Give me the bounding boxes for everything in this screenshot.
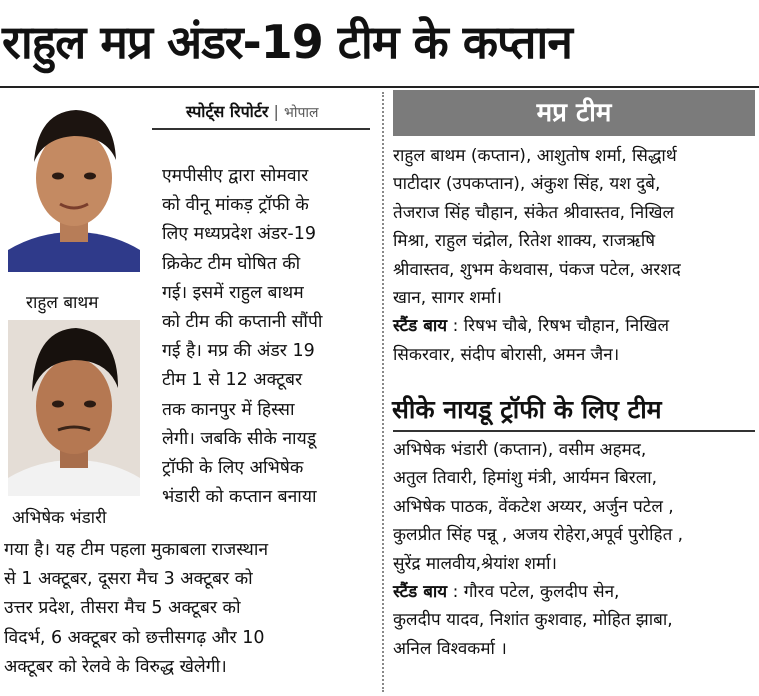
- portrait-image: [8, 100, 140, 272]
- team-line: पाटीदार (उपकप्तान), अंकुश सिंह, यश दुबे,: [393, 174, 661, 195]
- story-line: अक्टूबर को रेलवे के विरुद्ध खेलेगी।: [4, 656, 227, 677]
- portrait-image: [8, 320, 140, 496]
- ck-team-title: सीके नायडू ट्रॉफी के लिए टीम: [392, 395, 662, 424]
- story-line: से 1 अक्टूबर, दूसरा मैच 3 अक्टूबर को: [4, 569, 253, 590]
- story-wide-column: [4, 536, 370, 682]
- story-line: लिए मध्यप्रदेश अंडर-19: [162, 224, 317, 245]
- team-line: : गौरव पटेल, कुलदीप सेन,: [452, 582, 620, 603]
- team-line: मिश्रा, राहुल चंद्रोल, रितेश शाक्य, राजऋषि: [393, 231, 656, 252]
- team-line: कुलदीप यादव, निशांत कुशवाह, मोहित झाबा,: [393, 610, 673, 631]
- headline: राहुल मप्र अंडर-19 टीम के कप्तान: [2, 15, 572, 69]
- story-line: गई। इसमें राहुल बाथम: [162, 282, 304, 303]
- mp-team-list: [393, 142, 759, 369]
- ck-team-list: [393, 436, 759, 663]
- team-line: अनिल विश्वकर्मा ।: [393, 638, 507, 659]
- story-line: विदर्भ, 6 अक्टूबर को छत्तीसगढ़ और 10: [4, 627, 265, 648]
- team-line: सिकरवार, संदीप बोरासी, अमन जैन।: [393, 344, 620, 365]
- section-rule: [393, 430, 755, 432]
- story-line: को वीनू मांकड़ ट्रॉफी के: [162, 195, 309, 216]
- story-line: क्रिकेट टीम घोषित की: [162, 253, 301, 274]
- dateline-city: भोपाल: [284, 105, 319, 121]
- team-line: अभिषेक पाठक, वेंकटेश अय्यर, अर्जुन पटेल ,: [393, 496, 674, 517]
- byline-rule: [152, 128, 370, 130]
- story-narrow-column: [162, 162, 368, 512]
- team-line: श्रीवास्तव, शुभम केथवास, पंकज पटेल, अरशद: [393, 259, 681, 280]
- story-line: को टीम की कप्तानी सौंपी: [162, 312, 323, 333]
- photo-abhishek-bhandari: [8, 320, 140, 496]
- mp-team-header: मप्र टीम: [393, 90, 755, 136]
- story-line: गया है। यह टीम पहला मुकाबला राजस्थान: [4, 540, 269, 560]
- team-line: : रिषभ चौबे, रिषभ चौहान, निखिल: [452, 316, 670, 337]
- team-line: खान, सागर शर्मा।: [393, 288, 502, 309]
- story-line: तक कानपुर में हिस्सा: [162, 399, 295, 420]
- team-line: अभिषेक भंडारी (कप्तान), वसीम अहमद,: [393, 440, 647, 460]
- byline: [186, 100, 319, 122]
- story-line: भंडारी को कप्तान बनाया: [162, 487, 317, 508]
- column-divider: [382, 92, 384, 692]
- team-line: अतुल तिवारी, हिमांशु मंत्री, आर्यमन बिरला,: [393, 468, 658, 489]
- reporter: स्पोर्ट्स रिपोर्टर: [186, 102, 269, 121]
- story-line: गई है। मप्र की अंडर 19: [162, 341, 315, 362]
- headline-rule: [0, 86, 759, 88]
- byline-separator: |: [273, 102, 279, 121]
- story-line: टीम 1 से 12 अक्टूबर: [162, 370, 303, 391]
- photo-caption: अभिषेक भंडारी: [12, 508, 107, 528]
- standby-label: स्टैंड बाय: [393, 316, 448, 337]
- story-line: एमपीसीए द्वारा सोमवार: [162, 166, 309, 186]
- photo-caption: राहुल बाथम: [26, 293, 99, 313]
- story-line: लेगी। जबकि सीके नायडू: [162, 428, 317, 449]
- team-line: सुरेंद्र मालवीय,श्रेयांश शर्मा।: [393, 553, 557, 574]
- story-line: उत्तर प्रदेश, तीसरा मैच 5 अक्टूबर को: [4, 598, 241, 619]
- team-line: तेजराज सिंह चौहान, संकेत श्रीवास्तव, निखिल: [393, 202, 675, 223]
- photo-rahul-batham: [8, 100, 140, 272]
- team-line: कुलप्रीत सिंह पन्नू , अजय रोहेरा,अपूर्व पुरोहित ,: [393, 525, 684, 546]
- standby-label: स्टैंड बाय: [393, 582, 448, 603]
- team-line: राहुल बाथम (कप्तान), आशुतोष शर्मा, सिद्धार्थ: [393, 146, 677, 166]
- story-line: ट्रॉफी के लिए अभिषेक: [162, 458, 304, 479]
